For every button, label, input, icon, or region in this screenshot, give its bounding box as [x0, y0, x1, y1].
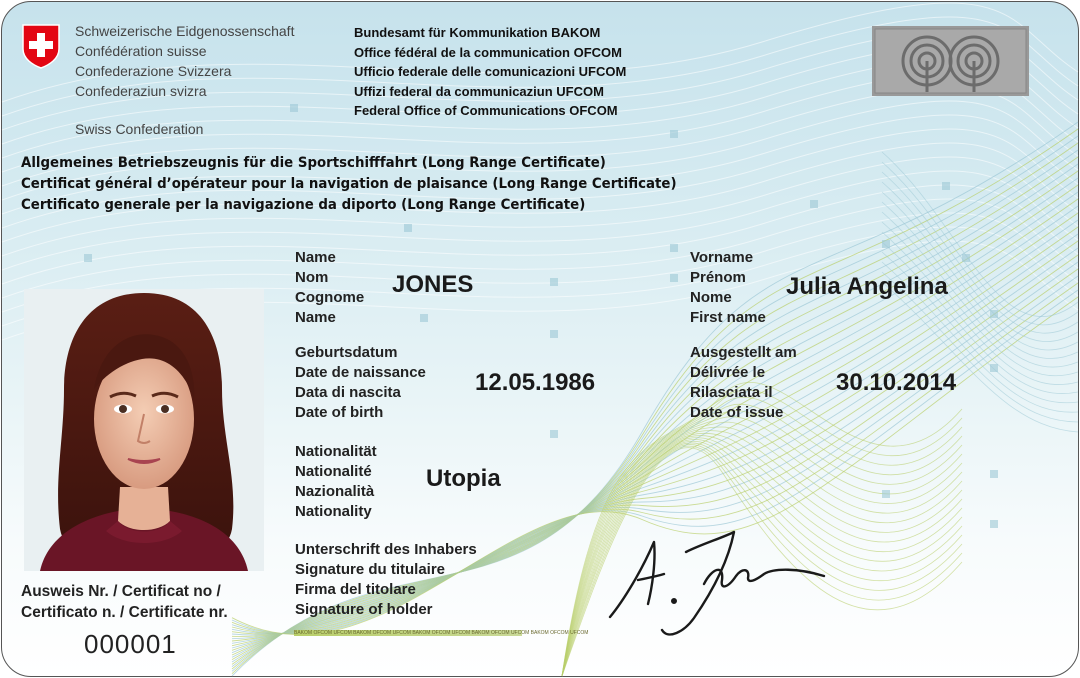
doi-label-fr: Délivrée le [690, 364, 766, 381]
holder-photo [24, 289, 264, 571]
nationality-labels [295, 442, 377, 522]
confederation-it: Confederazione Svizzera [75, 63, 232, 79]
issuing-office [354, 23, 626, 121]
nationality-value: Utopia [426, 465, 501, 492]
signature-label-de: Unterschrift des Inhabers [295, 541, 477, 558]
doi-label-de: Ausgestellt am [690, 344, 797, 361]
nationality-label-it: Nazionalità [295, 483, 375, 500]
date-of-issue-labels [690, 343, 797, 423]
date-of-birth-labels [295, 343, 426, 423]
surname-labels [295, 248, 364, 328]
holder-signature [602, 522, 842, 652]
surname-label-en: Name [295, 309, 336, 326]
certificate-title [21, 153, 677, 216]
first-name-label-it: Nome [690, 289, 732, 306]
nationality-label-en: Nationality [295, 503, 372, 520]
office-rm: Uffizi federal da communicaziun UFCOM [354, 83, 604, 99]
nationality-label-de: Nationalität [295, 443, 377, 460]
certificate-number-label-line1: Ausweis Nr. / Certificat no / [21, 583, 221, 600]
first-name-labels [690, 248, 766, 328]
doi-label-en: Date of issue [690, 404, 784, 421]
first-name-label-fr: Prénom [690, 269, 746, 286]
date-of-issue-value: 30.10.2014 [836, 369, 957, 396]
first-name-label-en: First name [690, 309, 766, 326]
office-fr: Office fédéral de la communication OFCOM [354, 44, 622, 60]
certificate-card [1, 1, 1079, 677]
certificate-title-de: Allgemeines Betriebszeugnis für die Sportschifffahrt (Long Range Certificate) [21, 155, 606, 171]
ofcom-antenna-logo [872, 26, 1029, 96]
signature-label-it: Firma del titolare [295, 581, 416, 598]
swiss-cross-icon [21, 23, 61, 69]
doi-label-it: Rilasciata il [690, 384, 773, 401]
signature-labels [295, 540, 477, 620]
dob-label-fr: Date de naissance [295, 364, 426, 381]
certificate-number-labels [21, 581, 228, 623]
confederation-fr: Confédération suisse [75, 43, 207, 59]
certificate-title-fr: Certificat général d’opérateur pour la navigation de plaisance (Long Range Certificate) [21, 176, 677, 192]
surname-label-it: Cognome [295, 289, 365, 306]
office-it: Ufficio federale delle comunicazioni UFCOM [354, 64, 627, 79]
nationality-label-fr: Nationalité [295, 463, 372, 480]
certificate-number-label-line2: Certificato n. / Certificate nr. [21, 604, 228, 621]
certificate-title-it: Certificato generale per la navigazione da diporto (Long Range Certificate) [21, 197, 586, 213]
dob-label-it: Data di nascita [295, 384, 401, 401]
first-name-label-de: Vorname [690, 249, 754, 266]
certificate-number-value: 000001 [84, 629, 177, 659]
microtext-strip: BAKOM OFCOM UFCOM BAKOM OFCOM UFCOM BAKOM OFCOM UFCOM BAKOM OFCOM UFCOM BAKOM OFCOM UFCOM [294, 630, 589, 636]
confederation-en: Swiss Confederation [75, 121, 204, 137]
date-of-birth-value: 12.05.1986 [475, 369, 596, 396]
surname-value: JONES [392, 271, 474, 298]
signature-label-en: Signature of holder [295, 601, 433, 618]
confederation-rm: Confederaziun svizra [75, 83, 207, 99]
office-de: Bundesamt für Kommunikation BAKOM [354, 25, 601, 40]
confederation-de: Schweizerische Eidgenossenschaft [75, 23, 295, 39]
office-en: Federal Office of Communications OFCOM [354, 103, 618, 118]
first-name-value: Julia Angelina [786, 273, 948, 300]
dob-label-en: Date of birth [295, 404, 384, 421]
signature-label-fr: Signature du titulaire [295, 561, 446, 578]
dob-label-de: Geburtsdatum [295, 344, 398, 361]
surname-label-de: Name [295, 249, 336, 266]
confederation-names [75, 21, 294, 101]
surname-label-fr: Nom [295, 269, 329, 286]
